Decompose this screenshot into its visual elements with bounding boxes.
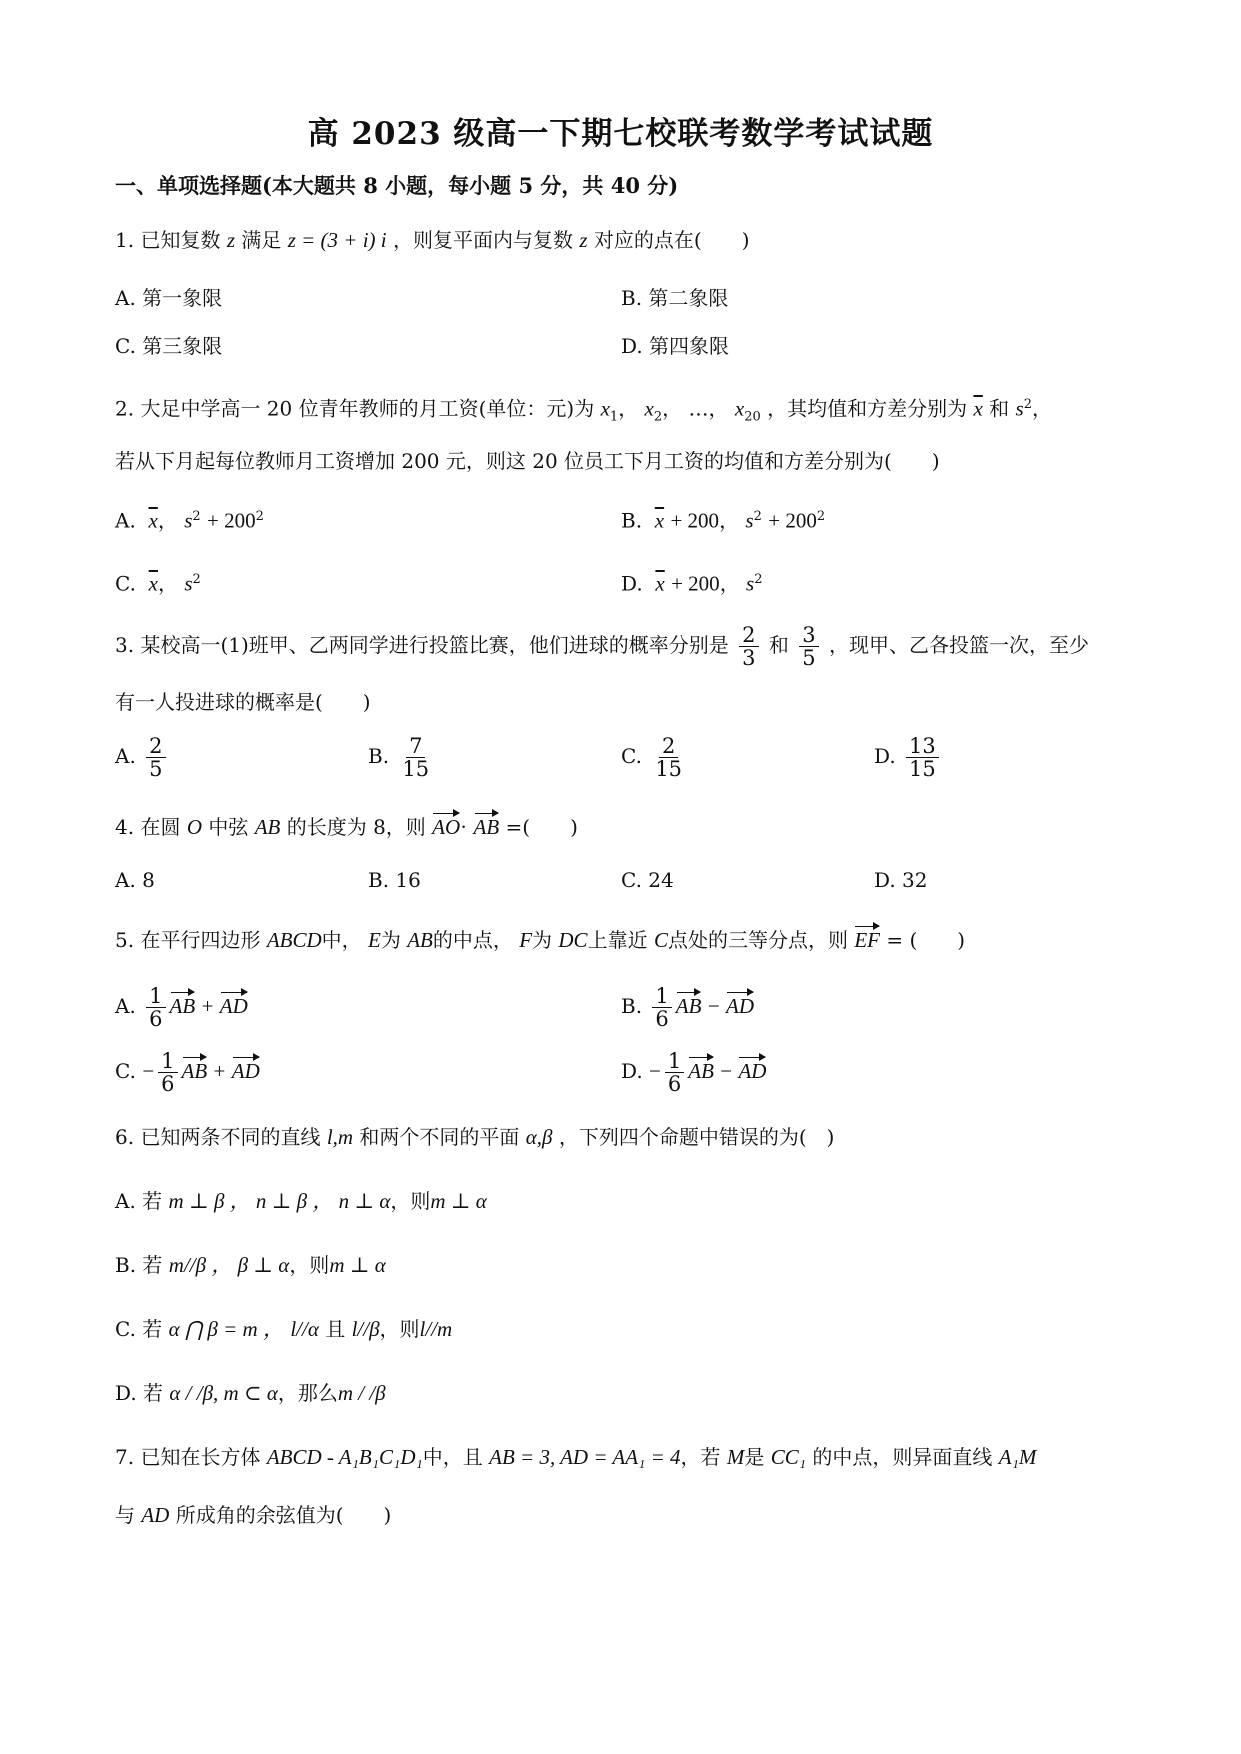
q1-option-b[interactable]: B. 第二象限 [621,286,729,310]
q2-option-d[interactable]: D. $\overline{x} + 200$， $s^2$ [621,571,763,596]
q5-option-a[interactable]: A. $\frac{1}{6}$ AB + AD [115,984,248,1032]
fraction-3-5: $\frac{3}{5}$ [799,624,818,669]
q6-option-b[interactable]: B. 若 m//β ， β ⊥ α，则m ⊥ α [115,1253,386,1277]
vector-ab: AB [474,812,500,842]
q6-option-a[interactable]: A. 若 m ⊥ β ， n ⊥ β ， n ⊥ α，则m ⊥ α [115,1189,487,1213]
question-3-stem-line2: 有一人投进球的概率是( ) [115,690,371,714]
q2-option-b[interactable]: B. $\overline{x} + 200$， $s^2 + 200^2$ [621,508,826,533]
q3-option-c[interactable]: C. $\frac{2}{15}$ [621,734,683,782]
q5-option-b[interactable]: B. $\frac{1}{6}$ AB − AD [621,984,755,1032]
question-4-stem: 4. 在圆 O 中弦 AB 的长度为 8，则 AO· AB =( ) [115,812,578,842]
question-1-stem: 1. 已知复数 z 满足 z = (3 + i) i ，则复平面内与复数 z 对应的点在( ) [115,228,750,252]
q2-option-a[interactable]: A. $\overline{x}$， $s^2 + 200^2$ [115,508,264,533]
q4-option-b[interactable]: B. 16 [368,868,421,892]
q4-option-c[interactable]: C. 24 [621,868,674,892]
question-2-stem-line2: 若从下月起每位教师月工资增加 200 元，则这 20 位员工下月工资的均值和方差分别为( ) [115,449,940,473]
q3-option-b[interactable]: B. $\frac{7}{15}$ [368,734,430,782]
question-7-stem-line2: 与 AD 所成角的余弦值为( ) [115,1503,392,1527]
q1-option-d[interactable]: D. 第四象限 [621,334,730,358]
q3-option-d[interactable]: D. $\frac{13}{15}$ [874,735,943,780]
question-3-stem-line1: 3. 某校高一(1)班甲、乙两同学进行投篮比赛，他们进球的概率分别是 $\frac{2}{3}$ 和 $\frac{3}{5}$ ，现甲、乙各投篮一次，至少 [115,623,1089,671]
q6-option-c[interactable]: C. 若 α ⋂ β = m ， l//α 且 l//β，则l//m [115,1317,453,1341]
q1-option-a[interactable]: A. 第一象限 [115,286,223,310]
q3-option-a[interactable]: A. $\frac{2}{5}$ [115,735,170,780]
question-2-stem-line1: 2. 大足中学高一 20 位青年教师的月工资(单位：元)为 $x_1$， $x_2$， …， $x_{20}$ ，其均值和方差分别为 $\overline{x}$ 和 $s^2$， [115,396,1052,425]
question-5-stem: 5. 在平行四边形 ABCD中， E为 AB的中点， F为 DC上靠近 C点处的三等分点，则 EF = ( ) [115,925,965,955]
q5-option-c[interactable]: C. − $\frac{1}{6}$ AB + AD [115,1049,260,1097]
page-title: 高 2023 级高一下期七校联考数学考试试题 [307,116,934,152]
section-heading: 一、单项选择题(本大题共 8 小题，每小题 5 分，共 40 分) [115,173,679,198]
q6-option-d[interactable]: D. 若 α / /β, m ⊂ α，那么m / /β [115,1381,386,1405]
q4-option-d[interactable]: D. 32 [874,868,928,892]
q1-option-c[interactable]: C. 第三象限 [115,334,223,358]
vector-ef: EF [854,925,880,955]
fraction-2-3: $\frac{2}{3}$ [739,624,758,669]
q2-option-c[interactable]: C. $\overline{x}$， $s^2$ [115,571,201,596]
question-7-stem-line1: 7. 已知在长方体 ABCD - A₁B₁C₁D₁中，且 AB = 3, AD = AA₁ = 4，若 M是 CC₁ 的中点，则异面直线 A₁M [115,1445,1037,1469]
q4-option-a[interactable]: A. 8 [115,868,155,892]
vector-ao: AO [432,812,460,842]
q5-option-d[interactable]: D. − $\frac{1}{6}$ AB − AD [621,1049,767,1097]
question-6-stem: 6. 已知两条不同的直线 l,m 和两个不同的平面 α,β ，下列四个命题中错误的为( ) [115,1125,835,1149]
